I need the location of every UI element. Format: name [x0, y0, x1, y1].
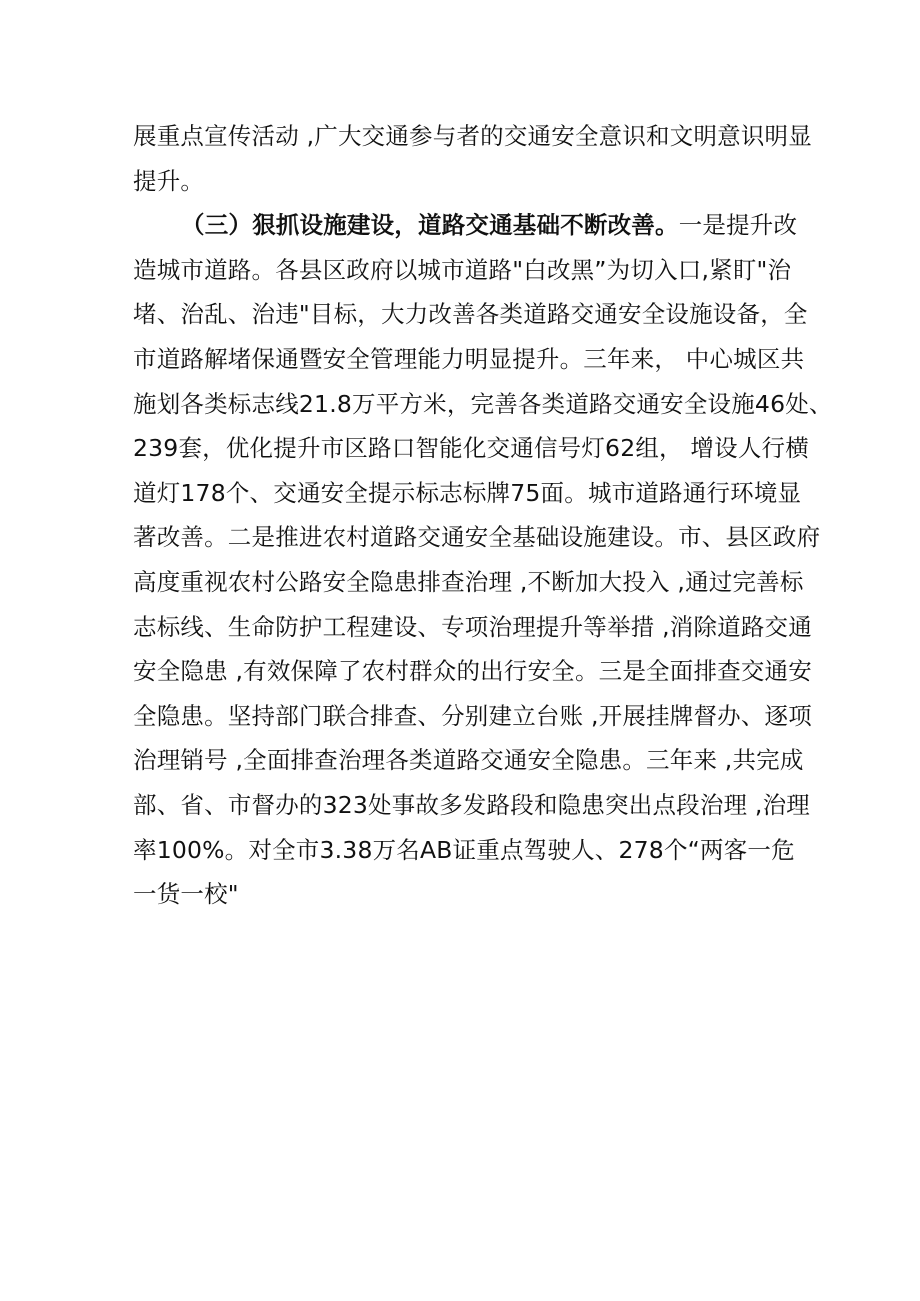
text-line: 治理销号 ,全面排查治理各类道路交通安全隐患。三年来 ,共完成: [133, 746, 804, 775]
text-line: 部、省、市督办的323处事故多发路段和隐患突出点段治理 ,治理: [133, 790, 810, 819]
text-line: 一货一校": [133, 880, 239, 909]
text-line: 提升。: [133, 166, 205, 195]
text-line: 高度重视农村公路安全隐患排查治理 ,不断加大投入 ,通过完善标: [133, 567, 804, 596]
paragraph-continued: [133, 114, 812, 203]
text-line: 率100%。对全市3.38万名AB证重点驾驶人、278个“两客一危: [133, 835, 795, 864]
text-line: 展重点宣传活动 ,广大交通参与者的交通安全意识和文明意识明显: [133, 122, 812, 150]
text-line: 全隐患。坚持部门联合排查、分别建立台账 ,开展挂牌督办、逐项: [133, 701, 812, 730]
text-line: 志标线、生命防护工程建设、专项治理提升等举措 ,消除道路交通: [133, 612, 812, 641]
text-line: 造城市道路。各县区政府以城市道路"白改黑”为切入口,紧盯"治: [133, 255, 792, 284]
section-heading: （三）狠抓设施建设，道路交通基础不断改善。: [181, 211, 679, 240]
text-line: 著改善。二是推进农村道路交通安全基础设施建设。市、县区政府: [133, 523, 821, 552]
text-line: 239套，优化提升市区路口智能化交通信号灯62组， 增设人行横: [133, 434, 809, 463]
paragraph-first-line: [133, 203, 803, 248]
document-body: [133, 114, 833, 917]
text-line: 市道路解堵保通暨安全管理能力明显提升。三年来， 中心城区共: [133, 344, 805, 373]
paragraph-facility-construction: [133, 203, 833, 917]
text-line: 施划各类标志线21.8万平方米，完善各类道路交通安全设施46处、: [133, 389, 833, 418]
text-line: 道灯178个、交通安全提示标志标牌75面。城市道路通行环境显: [133, 478, 802, 507]
text-run: 一是提升改: [678, 211, 798, 240]
text-line: 安全隐患 ,有效保障了农村群众的出行安全。三是全面排查交通安: [133, 657, 812, 686]
text-line: 堵、治乱、治违"目标，大力改善各类道路交通安全设施设备，全: [133, 300, 808, 329]
